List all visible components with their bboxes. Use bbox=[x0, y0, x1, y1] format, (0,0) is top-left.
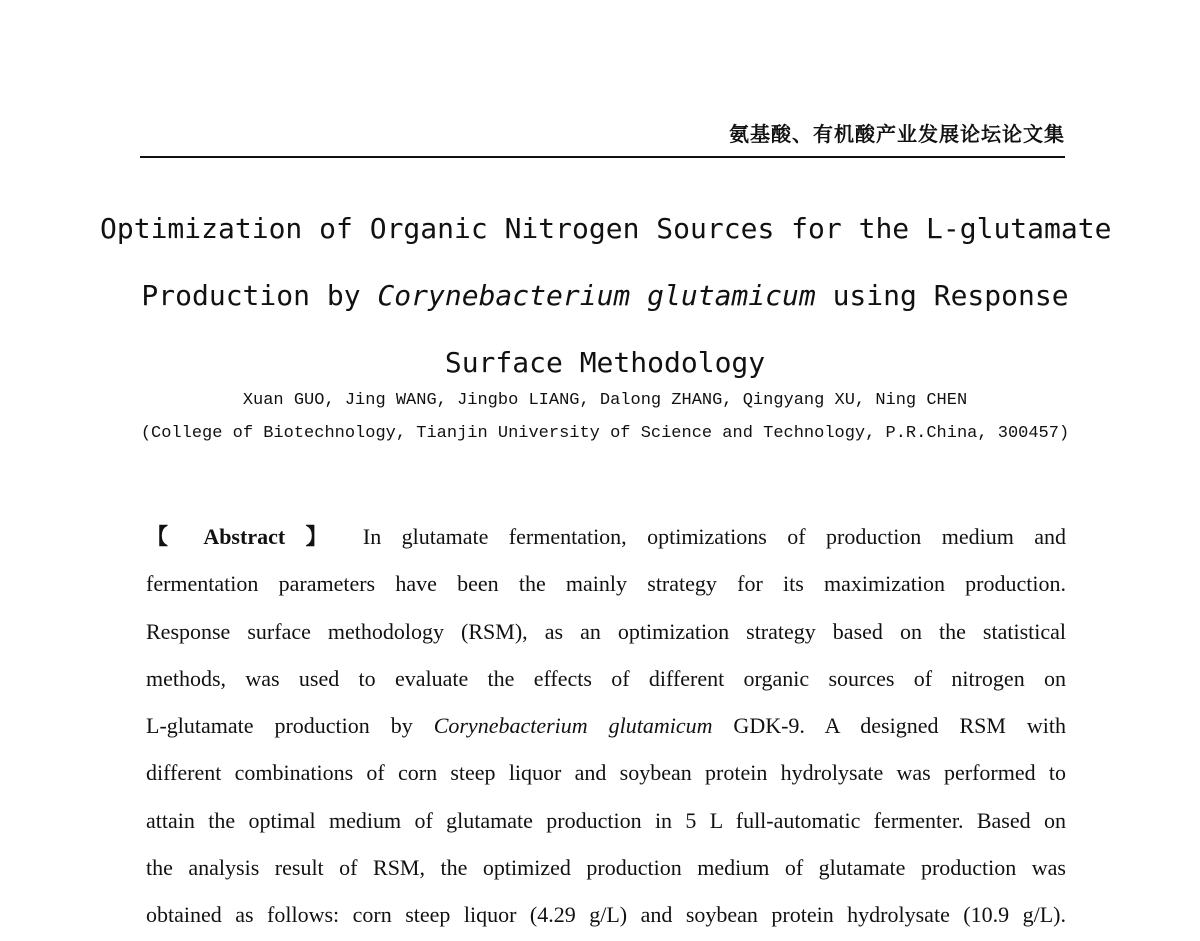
abstract-line-5-pre: L-glutamate production by bbox=[146, 713, 434, 739]
abstract-line-8: the analysis result of RSM, the optimized production medium of glutamate production was bbox=[146, 855, 1066, 881]
abstract-line-5-post: GDK-9. A designed RSM with bbox=[712, 713, 1066, 739]
running-header: 氨基酸、有机酸产业发展论坛论文集 bbox=[729, 122, 1065, 146]
author-list: Xuan GUO, Jing WANG, Jingbo LIANG, Dalong ZHANG, Qingyang XU, Ning CHEN bbox=[242, 391, 968, 410]
abstract-line-2: fermentation parameters have been the mainly strategy for its maximization production. bbox=[146, 571, 1066, 597]
paper-title bbox=[100, 195, 1110, 396]
title-line-2-pre: Production by bbox=[141, 279, 378, 312]
abstract-line-1-text: In glutamate fermentation, optimizations of production medium and bbox=[362, 524, 1066, 549]
abstract-line-9: obtained as follows: corn steep liquor (4.29 g/L) and soybean protein hydrolysate (10.9 g/L). bbox=[146, 902, 1066, 928]
abstract-line-1 bbox=[146, 513, 1066, 560]
abstract-line-4: methods, was used to evaluate the effects of different organic sources of nitrogen on bbox=[146, 665, 1066, 691]
header-rule bbox=[140, 156, 1065, 158]
abstract-line-6: different combinations of corn steep liquor and soybean protein hydrolysate was performed to bbox=[146, 760, 1066, 786]
abstract-line-3: Response surface methodology (RSM), as an optimization strategy based on the statistical bbox=[146, 618, 1066, 644]
title-line-2-post: using Response bbox=[815, 279, 1069, 312]
abstract-line-7: attain the optimal medium of glutamate production in 5 L full-automatic fermenter. Based on bbox=[146, 807, 1066, 833]
abstract-organism: Corynebacterium glutamicum bbox=[433, 713, 713, 739]
title-organism: Corynebacterium glutamicum bbox=[377, 279, 816, 312]
abstract-line-5 bbox=[146, 702, 1066, 749]
abstract bbox=[146, 513, 1066, 939]
abstract-label: 【 Abstract 】 bbox=[146, 524, 343, 549]
affiliation: (College of Biotechnology, Tianjin University of Science and Technology, P.R.China, 300457) bbox=[140, 424, 1070, 443]
title-line-1: Optimization of Organic Nitrogen Sources for the L-glutamate bbox=[100, 212, 1112, 245]
title-line-2 bbox=[100, 262, 1110, 329]
title-line-3: Surface Methodology bbox=[444, 346, 766, 379]
